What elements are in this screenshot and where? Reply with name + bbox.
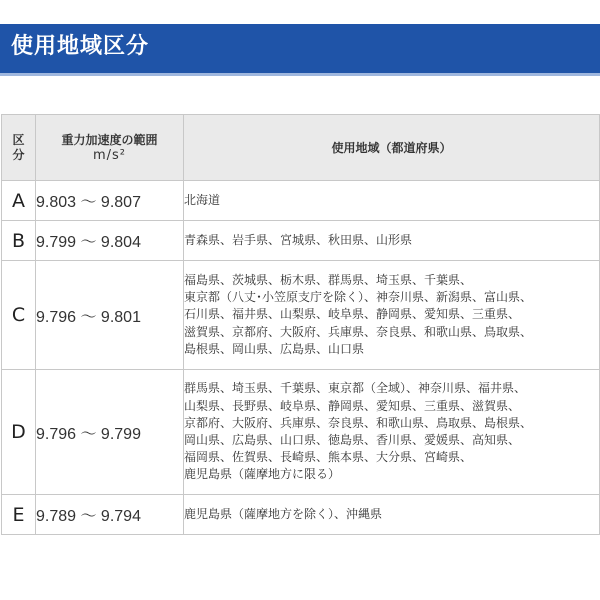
range-cell: 9.803 ～ 9.807 bbox=[36, 181, 184, 221]
range-cell: 9.796 ～ 9.801 bbox=[36, 261, 184, 370]
region-line: 石川県、福井県、山梨県、岐阜県、静岡県、愛知県、三重県、 bbox=[184, 307, 521, 322]
table-row bbox=[2, 221, 600, 261]
gravity-zone-table bbox=[1, 114, 600, 535]
region-cell bbox=[184, 221, 600, 261]
range-column-header bbox=[36, 115, 184, 181]
class-header-char-2: 分 bbox=[12, 147, 25, 162]
class-cell: A bbox=[2, 181, 36, 221]
class-cell: D bbox=[2, 370, 36, 495]
range-cell: 9.799 ～ 9.804 bbox=[36, 221, 184, 261]
region-line: 青森県、岩手県、宮城県、秋田県、山形県 bbox=[184, 232, 413, 247]
table-row bbox=[2, 181, 600, 221]
header-banner bbox=[0, 24, 600, 73]
region-line: 東京都（八丈･小笠原支庁を除く）、神奈川県、新潟県、富山県、 bbox=[184, 290, 533, 305]
region-line: 滋賀県、京都府、大阪府、兵庫県、奈良県、和歌山県、鳥取県、 bbox=[184, 324, 533, 339]
class-column-header bbox=[2, 115, 36, 181]
range-cell: 9.789 ～ 9.794 bbox=[36, 495, 184, 535]
table-row bbox=[2, 370, 600, 495]
class-cell: B bbox=[2, 221, 36, 261]
range-header-unit: m/s² bbox=[92, 147, 127, 163]
region-line: 福岡県、佐賀県、長崎県、熊本県、大分県、宮崎県、 bbox=[184, 450, 473, 465]
region-line: 鹿児島県（薩摩地方を除く）、沖縄県 bbox=[184, 506, 383, 521]
region-column-header: 使用地域（都道府県） bbox=[184, 115, 600, 181]
region-line: 鹿児島県（薩摩地方に限る） bbox=[184, 467, 341, 482]
table-row bbox=[2, 495, 600, 535]
region-line: 京都府、大阪府、兵庫県、奈良県、和歌山県、鳥取県、島根県、 bbox=[184, 415, 533, 430]
table-header-row bbox=[2, 115, 600, 181]
region-cell bbox=[184, 495, 600, 535]
range-header-title: 重力加速度の範囲 bbox=[61, 132, 158, 147]
table-row bbox=[2, 261, 600, 370]
region-line: 島根県、岡山県、広島県、山口県 bbox=[184, 341, 365, 356]
region-cell bbox=[184, 261, 600, 370]
region-line: 北海道 bbox=[184, 192, 221, 207]
region-line: 福島県、茨城県、栃木県、群馬県、埼玉県、千葉県、 bbox=[184, 272, 473, 287]
region-line: 群馬県、埼玉県、千葉県、東京都（全域）、神奈川県、福井県、 bbox=[184, 381, 527, 396]
banner-underline bbox=[0, 73, 600, 76]
region-line: 山梨県、長野県、岐阜県、静岡県、愛知県、三重県、滋賀県、 bbox=[184, 398, 521, 413]
region-cell bbox=[184, 370, 600, 495]
range-cell: 9.796 ～ 9.799 bbox=[36, 370, 184, 495]
class-header-char-1: 区 bbox=[12, 132, 25, 147]
class-cell: C bbox=[2, 261, 36, 370]
class-cell: E bbox=[2, 495, 36, 535]
region-line: 岡山県、広島県、山口県、徳島県、香川県、愛媛県、高知県、 bbox=[184, 433, 521, 447]
region-cell bbox=[184, 181, 600, 221]
page-title: 使用地域区分 bbox=[11, 34, 150, 59]
